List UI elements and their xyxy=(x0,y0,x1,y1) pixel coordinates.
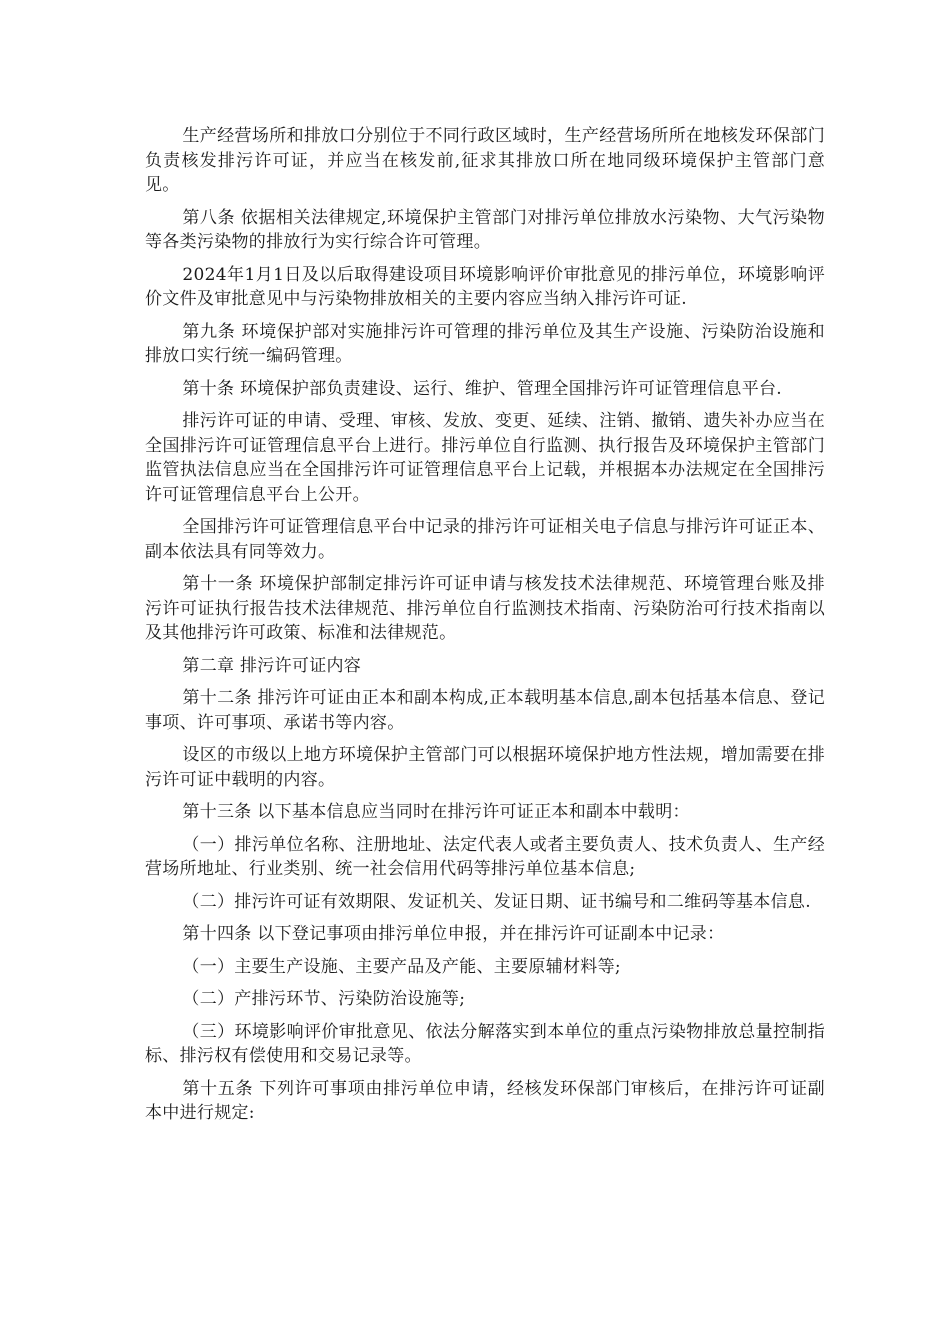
article-13-item-2: （二）排污许可证有效期限、发证机关、发证日期、证书编号和二维码等基本信息. xyxy=(182,891,811,912)
article-8: 第八条 依据相关法律规定,环境保护主管部门对排污单位排放水污染物、大气污染物等各类污染物的排放行为实行综合许可管理。 xyxy=(145,207,825,252)
article-12: 第十二条 排污许可证由正本和副本构成,正本载明基本信息,副本包括基本信息、登记事项、许可事项、承诺书等内容。 xyxy=(145,688,825,733)
article-9: 第九条 环境保护部对实施排污许可管理的排污单位及其生产设施、污染防治设施和排放口实行统一编码管理。 xyxy=(145,321,825,366)
article-13-item-1: （一）排污单位名称、注册地址、法定代表人或者主要负责人、技术负责人、生产经营场所地址、行业类别、统一社会信用代码等排污单位基本信息; xyxy=(145,834,825,879)
paragraph-platform-procedures: 排污许可证的申请、受理、审核、发放、变更、延续、注销、撤销、遗失补办应当在全国排污许可证管理信息平台上进行。排污单位自行监测、执行报告及环境保护主管部门监管执法信息应当在全国排污许可证管理信息平台上记载，并根据本办法规定在全国排污许可证管理信息平台上公开。 xyxy=(145,411,825,505)
article-14: 第十四条 以下登记事项由排污单位申报，并在排污许可证副本中记录： xyxy=(182,924,725,944)
paragraph-local-content: 设区的市级以上地方环境保护主管部门可以根据环境保护地方性法规，增加需要在排污许可证中载明的内容。 xyxy=(145,745,825,790)
article-15: 第十五条 下列许可事项由排污单位申请，经核发环保部门审核后，在排污许可证副本中进行规定: xyxy=(145,1078,825,1123)
paragraph-electronic-validity: 全国排污许可证管理信息平台中记录的排污许可证相关电子信息与排污许可证正本、副本依法具有同等效力。 xyxy=(145,517,825,562)
chapter-2-heading: 第二章 排污许可证内容 xyxy=(182,655,362,676)
article-14-item-2: （二）产排污环节、污染防治设施等; xyxy=(182,989,466,1009)
article-13: 第十三条 以下基本信息应当同时在排污许可证正本和副本中载明： xyxy=(182,802,690,822)
paragraph-eia-2024: 2024年1月1日及以后取得建设项目环境影响评价审批意见的排污单位，环境影响评价文件及审批意见中与污染物排放相关的主要内容应当纳入排污许可证. xyxy=(145,264,825,309)
article-10: 第十条 环境保护部负责建设、运行、维护、管理全国排污许可证管理信息平台. xyxy=(182,378,782,399)
article-14-item-3: （三）环境影响评价审批意见、依法分解落实到本单位的重点污染物排放总量控制指标、排污权有偿使用和交易记录等。 xyxy=(145,1021,825,1066)
article-11: 第十一条 环境保护部制定排污许可证申请与核发技术法律规范、环境管理台账及排污许可证执行报告技术法律规范、排污单位自行监测技术指南、污染防治可行技术指南以及其他排污许可政策、标准和法律规范。 xyxy=(145,574,825,643)
paragraph-1: 生产经营场所和排放口分别位于不同行政区域时，生产经营场所所在地核发环保部门负责核发排污许可证，并应当在核发前,征求其排放口所在地同级环境保护主管部门意见。 xyxy=(145,126,825,195)
article-14-item-1: （一）主要生产设施、主要产品及产能、主要原辅材料等; xyxy=(182,956,621,977)
document-body xyxy=(145,124,825,1134)
